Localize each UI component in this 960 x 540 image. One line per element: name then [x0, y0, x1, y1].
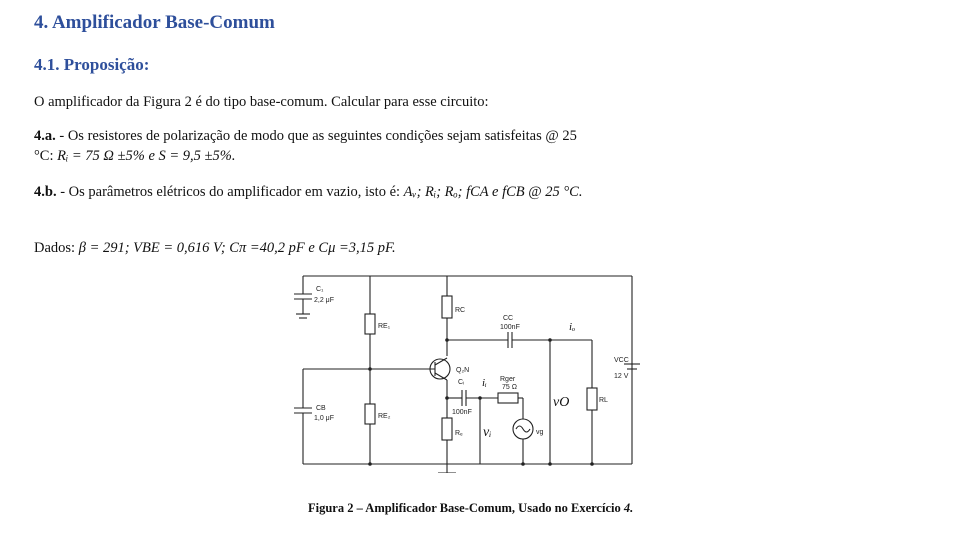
- rc-label: RC: [455, 307, 466, 314]
- cb-value: 1,0 μF: [314, 415, 334, 422]
- ci-label: Cᵢ: [458, 379, 465, 386]
- vo-label: vO: [553, 395, 570, 410]
- item-a: [34, 126, 599, 166]
- dados-math: β = 291; VBE = 0,616 V; Cπ =40,2 pF e Cμ =3,15 pF.: [78, 240, 396, 256]
- rger-value: 75 Ω: [502, 384, 517, 391]
- vg-label: vg: [536, 429, 544, 436]
- c1-value: 2,2 μF: [314, 297, 334, 304]
- item-b-text: - Os parâmetros elétricos do amplificador em vazio, isto é:: [56, 184, 404, 200]
- re1-label: RE₁: [378, 323, 391, 330]
- circuit-diagram: [280, 268, 640, 473]
- ci-value: 100nF: [452, 409, 472, 416]
- item-b-math: Aᵥ; Rᵢ; Rₒ; f: [403, 184, 471, 200]
- section-title: 4. Amplificador Base-Comum: [34, 12, 275, 33]
- item-b-math-rest: CA e fCB @ 25 °C.: [470, 184, 583, 200]
- figure-caption: [308, 501, 633, 516]
- cc-value: 100nF: [500, 324, 520, 331]
- section-subtitle: 4.1. Proposição:: [34, 55, 150, 74]
- rger-label: Rger: [500, 376, 516, 383]
- vi-label: vᵢ: [483, 425, 492, 440]
- item-b-number: 4.b.: [34, 184, 57, 200]
- item-a-math: Rᵢ = 75 Ω ±5% e S = 9,5 ±5%.: [57, 148, 236, 164]
- transistor-label: Q₂N: [456, 367, 470, 374]
- dados-line: [34, 238, 599, 258]
- c1-label: C₁: [316, 286, 324, 293]
- dados-label: Dados:: [34, 240, 79, 256]
- vcc-label: VCC: [614, 357, 629, 364]
- re-label: Rₑ: [455, 430, 463, 437]
- item-b: [34, 182, 599, 202]
- io-label: iₒ: [569, 321, 576, 333]
- intro-paragraph: O amplificador da Figura 2 é do tipo base-comum. Calcular para esse circuito:: [34, 94, 489, 110]
- vcc-value: 12 V: [614, 373, 629, 380]
- caption-number: 4.: [623, 501, 634, 515]
- rl-label: RL: [599, 397, 608, 404]
- caption-text: Figura 2 – Amplificador Base-Comum, Usado no Exercício: [308, 501, 624, 515]
- item-a-number: 4.a.: [34, 128, 56, 144]
- item-a-text: - Os resistores de polarização de modo que as seguintes condições sejam satisfeitas @ 25 °C:: [34, 128, 577, 164]
- cb-label: CB: [316, 405, 326, 412]
- ii-label: iᵢ: [482, 377, 487, 389]
- re2-label: RE₂: [378, 413, 391, 420]
- cc-label: CC: [503, 315, 514, 322]
